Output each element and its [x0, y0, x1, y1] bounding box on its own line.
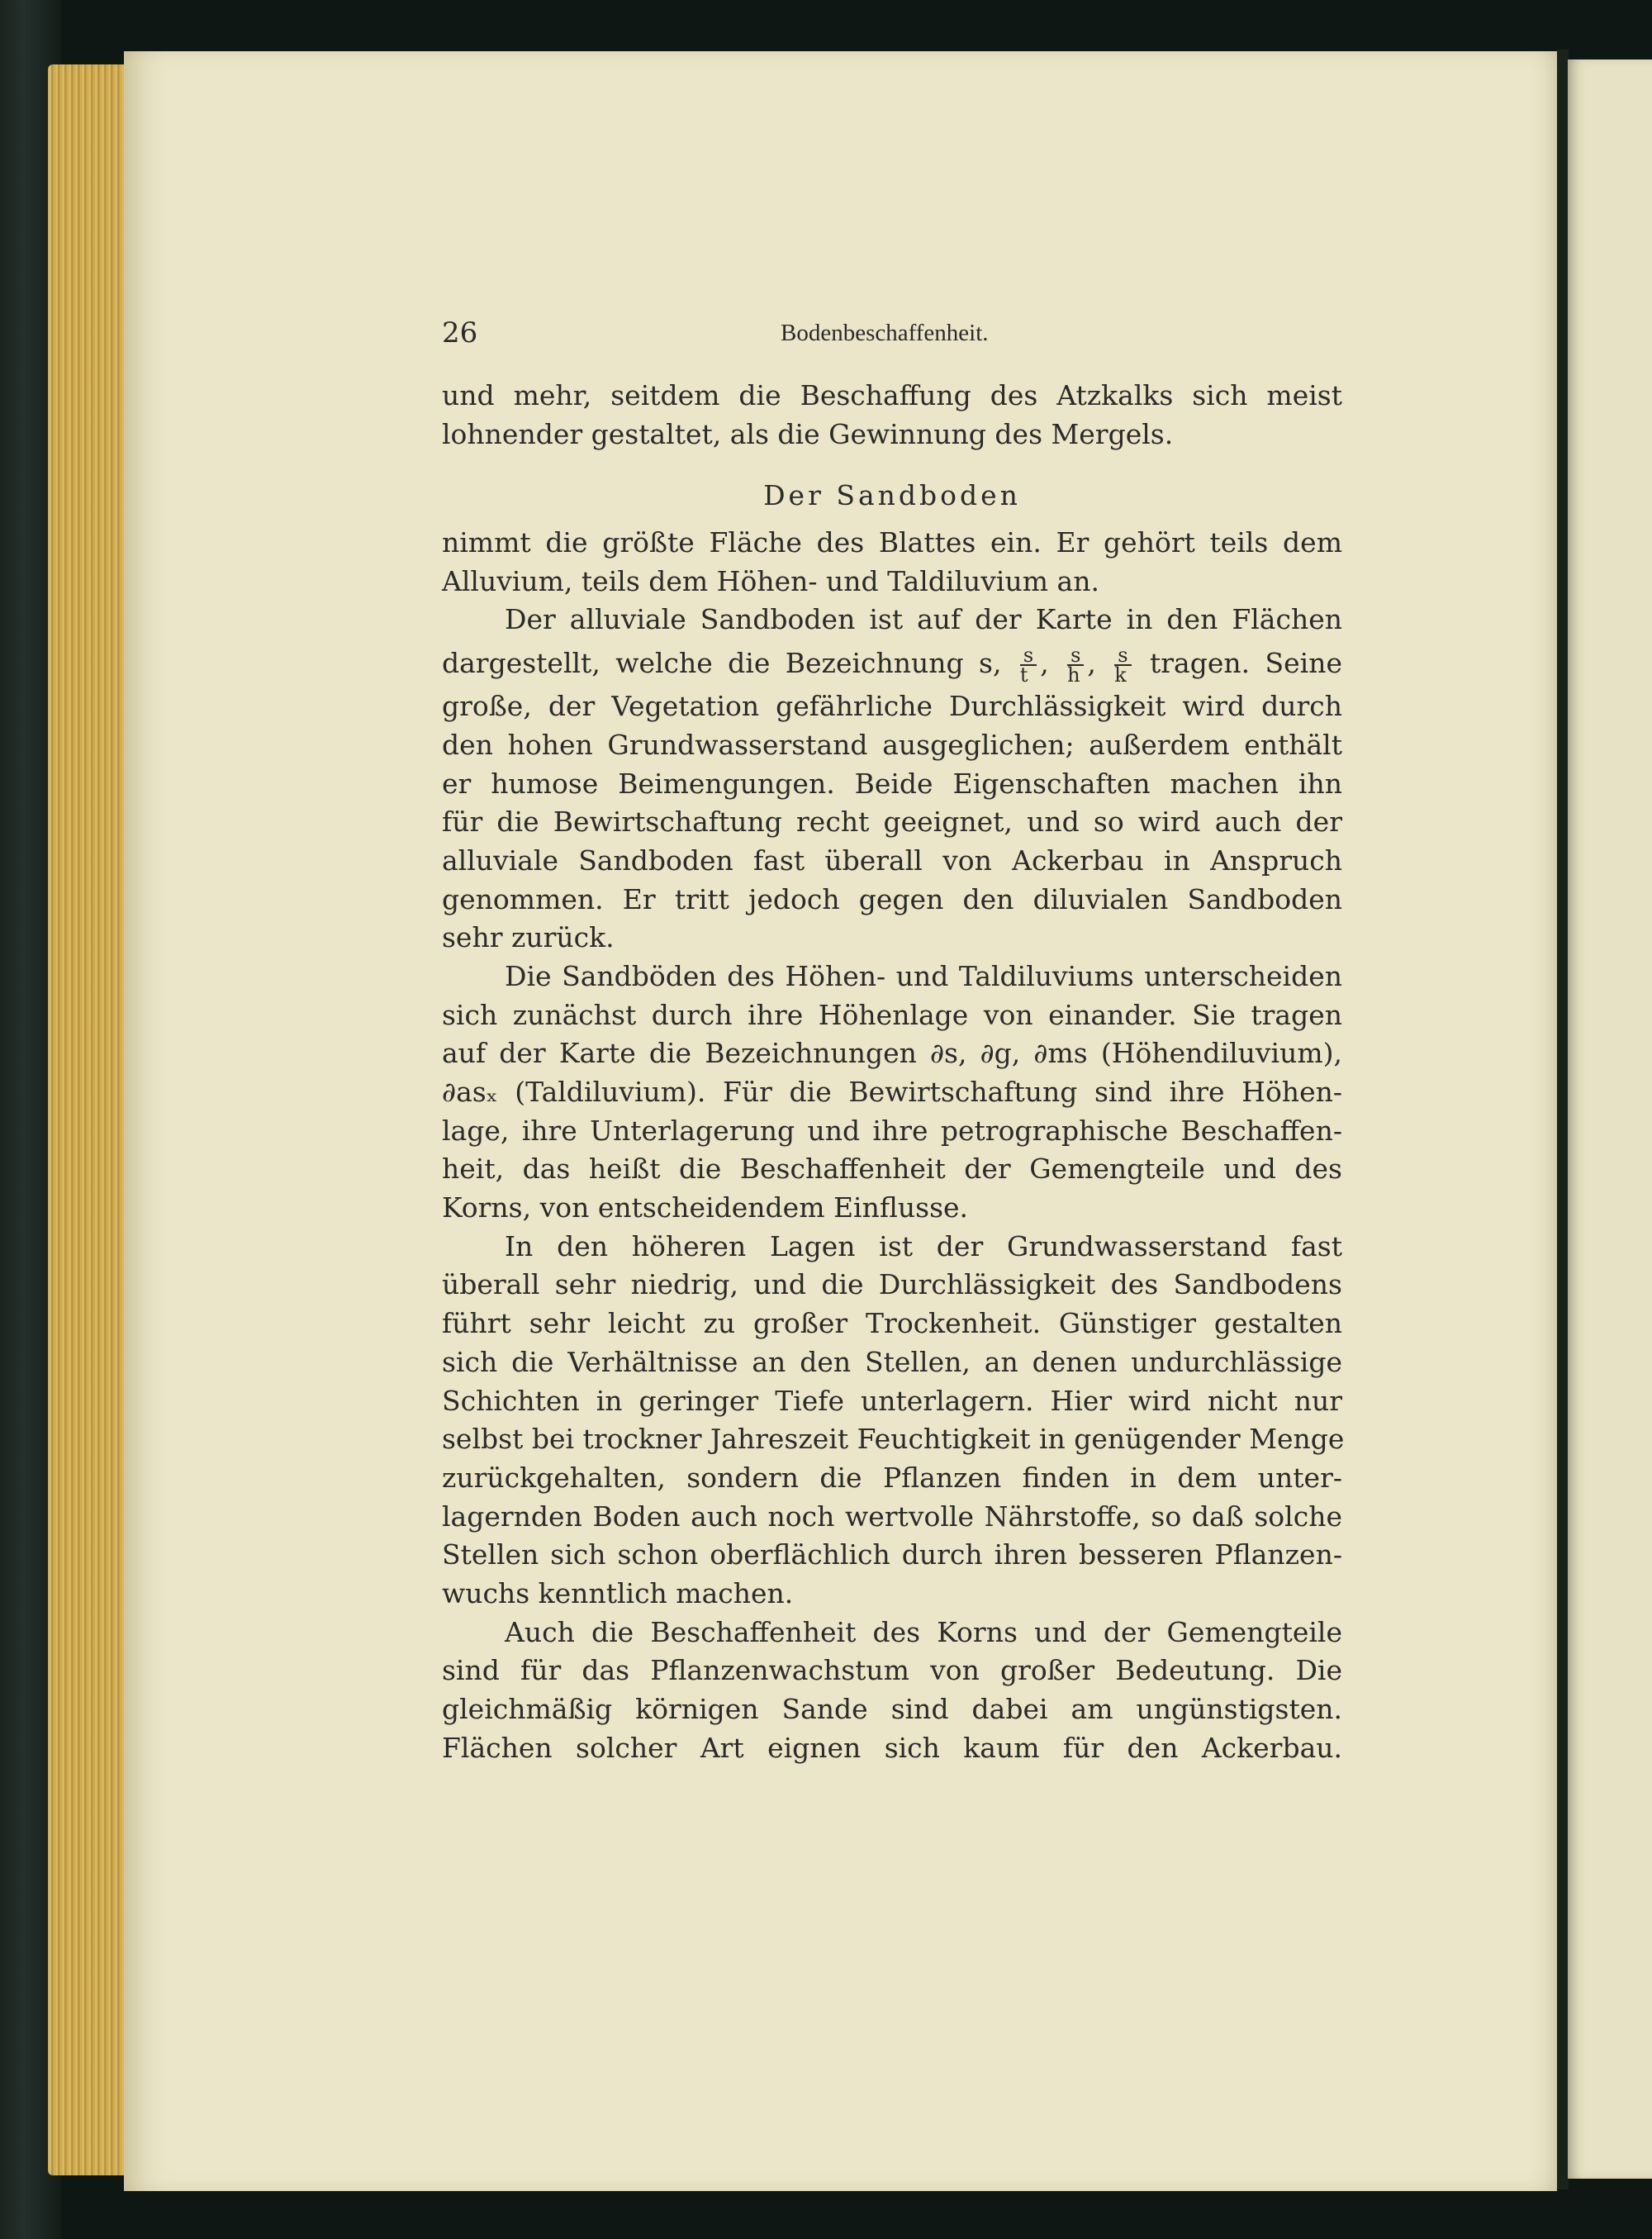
text-line: heit, das heißt die Beschaffenheit der Gemengteile und des [442, 1153, 1342, 1186]
text-line: sich die Verhältnisse an den Stellen, an denen undurchlässige [442, 1345, 1342, 1378]
text-line: lage, ihre Unterlagerung und ihre petrographische Beschaffen- [442, 1114, 1342, 1147]
text-line: gleichmäßig körnigen Sande sind dabei am ungünstigsten. [442, 1693, 1342, 1725]
formula-text-after: tragen. Seine [1150, 647, 1342, 680]
text-line: große, der Vegetation gefährliche Durchlässigkeit wird durch [442, 690, 1342, 723]
text-line: Flächen solcher Art eignen sich kaum für den Ackerbau. [442, 1731, 1342, 1764]
formula-text-before: dargestellt, welche die Bezeichnung s, [442, 647, 1002, 680]
text-line: überall sehr niedrig, und die Durchlässigkeit des Sandbodens [442, 1268, 1342, 1301]
text-line: Der alluviale Sandboden ist auf der Karte in den Flächen [505, 603, 1342, 636]
text-line: lagernden Boden auch noch wertvolle Nährstoffe, so daß solche [442, 1500, 1342, 1533]
text-line: lohnender gestaltet, als die Gewinnung des Mergels. [442, 417, 1174, 450]
text-line: alluviale Sandboden fast überall von Ackerbau in Anspruch [442, 844, 1342, 877]
section-heading: Der Sandboden [763, 479, 1021, 512]
page-number: 26 [442, 316, 478, 349]
running-head: Bodenbeschaffenheit. [781, 320, 989, 346]
text-line: nimmt die größte Fläche des Blattes ein. Er gehört teils dem [442, 526, 1342, 559]
text-line: Auch die Beschaffenheit des Korns und der Gemengteile [505, 1615, 1342, 1648]
text-line: ∂asₓ (Taldiluvium). Für die Bewirtschaftung sind ihre Höhen- [442, 1076, 1342, 1108]
book-gutter [1557, 50, 1569, 2189]
text-line: In den höheren Lagen ist der Grundwasserstand fast [505, 1229, 1342, 1262]
text-line: selbst bei trockner Jahreszeit Feuchtigkeit in genügender Menge [442, 1423, 1345, 1456]
text-line: Alluvium, teils dem Höhen- und Taldiluvium an. [442, 564, 1099, 597]
text-line: Die Sandböden des Höhen- und Taldiluviums unterscheiden [505, 959, 1342, 992]
text-line: zurückgehalten, sondern die Pflanzen finden in dem unter- [442, 1461, 1342, 1494]
fraction-s-h: $\frac{s}{h}$ [1067, 646, 1084, 684]
text-line: auf der Karte die Bezeichnungen ∂s, ∂g, ∂ms (Höhendiluvium), [442, 1037, 1342, 1070]
text-line: genommen. Er tritt jedoch gegen den diluvialen Sandboden [442, 882, 1342, 915]
text-line: wuchs kenntlich machen. [442, 1576, 794, 1609]
fraction-s-k: $\frac{s}{k}$ [1114, 646, 1131, 684]
text-line: sich zunächst durch ihre Höhenlage von einander. Sie tragen [442, 998, 1342, 1031]
text-line: sehr zurück. [442, 921, 615, 954]
text-line: sind für das Pflanzenwachstum von großer Bedeutung. Die [442, 1654, 1342, 1687]
page-text [442, 314, 1345, 1767]
text-line: Schichten in geringer Tiefe unterlagern. Hier wird nicht nur [442, 1384, 1342, 1417]
text-line: und mehr, seitdem die Beschaffung des Atzkalks sich meist [442, 379, 1342, 411]
formula-line: dargestellt, welche die Bezeichnung s, $\frac{s}{t}$ , $\frac{s}{h}$ , $\frac{s}{k}$ tragen. Seine [442, 644, 1342, 687]
facing-page [1568, 59, 1652, 2179]
text-line: für die Bewirtschaftung recht geeignet, und so wird auch der [442, 806, 1342, 839]
text-line: den hohen Grundwasserstand ausgeglichen; außerdem enthält [442, 728, 1342, 761]
text-line: Stellen sich schon oberflächlich durch ihren besseren Pflanzen- [442, 1538, 1342, 1571]
text-line: Korns, von entscheidendem Einflusse. [442, 1191, 969, 1224]
fraction-s-t: $\frac{s}{t}$ [1020, 646, 1037, 684]
text-line: er humose Beimengungen. Beide Eigenschaften machen ihn [442, 767, 1342, 800]
page-header [442, 314, 1342, 360]
text-line: führt sehr leicht zu großer Trockenheit. Günstiger gestalten [442, 1307, 1342, 1340]
